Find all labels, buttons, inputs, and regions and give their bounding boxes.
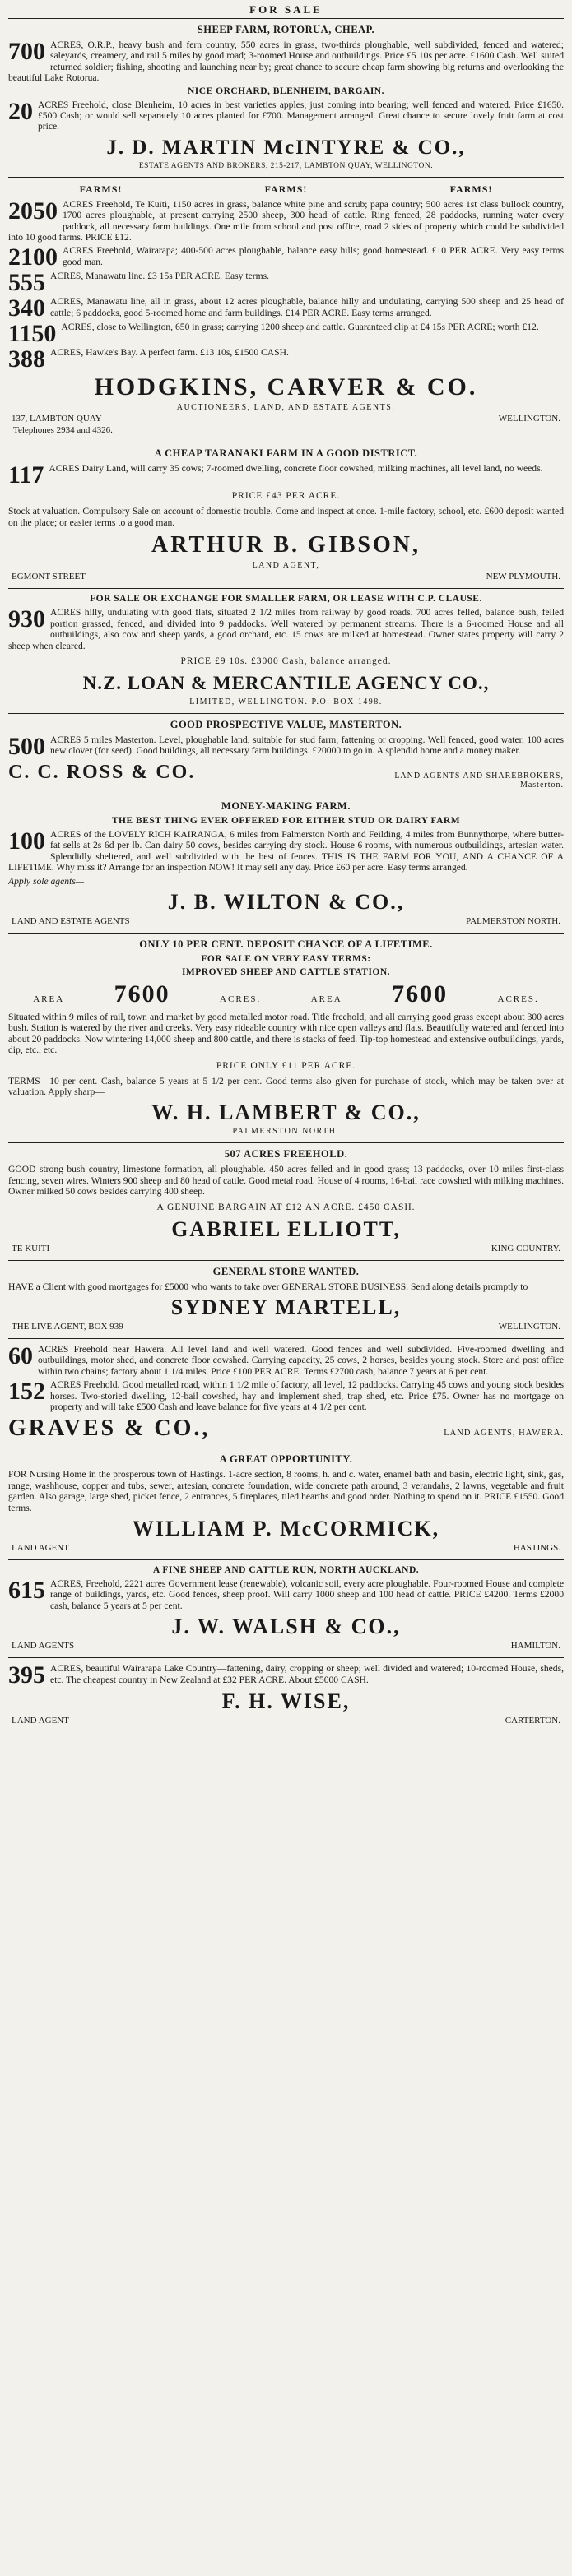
ad-wise bbox=[8, 1657, 564, 1732]
address-right: PALMERSTON NORTH. bbox=[466, 915, 560, 926]
listing-text: ACRES, close to Wellington, 650 in grass; carrying 1200 sheep and cattle. Guaranteed clip at £4 15s PER ACRE; worth £12. bbox=[61, 322, 539, 333]
agent-address bbox=[12, 1244, 560, 1253]
listing-text: FOR Nursing Home in the prosperous town of Hastings. 1-acre section, 8 rooms, h. and c. water, enamel bath and basin, electric light, sink, gas, range, washhouse, copper and tubs, sewer, artesian, concrete foundation, wide concrete path around, 3 verandahs, 2 lawns, vegetable and fruit garden. Also garage, large shed, picket fence, 2 entrances, 5 fireplaces, tiled hearths and good order. Nothing to spend on it. PRICE £1550. Good terms. bbox=[8, 1469, 564, 1513]
ad-title: MONEY-MAKING FARM. bbox=[221, 799, 351, 812]
acreage: 615 bbox=[8, 1577, 45, 1605]
ad-hodgkins bbox=[8, 177, 564, 442]
area-label: AREA bbox=[310, 994, 342, 1004]
address-right: CARTERTON. bbox=[505, 1716, 560, 1726]
address-left: LAND AGENTS bbox=[12, 1641, 75, 1652]
agent-name: WILLIAM P. McCORMICK, bbox=[132, 1517, 440, 1541]
acreage: 930 bbox=[8, 605, 45, 633]
ad-graves bbox=[8, 1338, 564, 1448]
agent-address bbox=[12, 1543, 560, 1553]
telephones: Telephones 2934 and 4326. bbox=[13, 425, 113, 436]
listing-text: Stock at valuation. Compulsory Sale on account of domestic trouble. Come and inspect at once. 1-mile factory, school, etc. £600 deposit wanted on the place; or easier terms to a good man. bbox=[8, 506, 564, 528]
ad-title: NICE ORCHARD, BLENHEIM, BARGAIN. bbox=[188, 86, 384, 96]
price: PRICE £9 10s. £3000 Cash, balance arranged. bbox=[180, 656, 392, 666]
agent-name: GRAVES & CO., bbox=[8, 1415, 211, 1442]
farms-header bbox=[8, 183, 564, 196]
acreage: 1150 bbox=[8, 320, 57, 348]
listing-text: ACRES, Manawatu line, all in grass, about 12 acres ploughable, balance hilly and undulating, carrying 500 sheep and 25 head of cattle; 6 paddocks, good 5-roomed home and farm buildings. £14 PER ACRE. Easy terms arranged. bbox=[50, 296, 564, 318]
agent-address bbox=[12, 414, 560, 424]
agent-name: J. D. MARTIN McINTYRE & CO., bbox=[106, 136, 466, 159]
acreage: 395 bbox=[8, 1661, 45, 1689]
farms-label: FARMS! bbox=[79, 183, 123, 195]
agent-name: F. H. WISE, bbox=[221, 1689, 351, 1714]
farms-label: FARMS! bbox=[449, 183, 493, 195]
listing bbox=[8, 607, 564, 651]
listing bbox=[8, 734, 564, 758]
ad-ross bbox=[8, 713, 564, 795]
ad-taranaki bbox=[8, 442, 564, 588]
address-right: HASTINGS. bbox=[513, 1543, 560, 1554]
listing-text: ACRES Dairy Land, will carry 35 cows; 7-roomed dwelling, concrete floor cowshed, milking machines, all level land, no weeds. bbox=[49, 463, 543, 475]
listing-text: ACRES Freehold. Good metalled road, within 1 1/2 mile of factory, all level, 12 paddocks. Carrying 45 cows and young stock besides horses. Two-storied dwelling, 12-bail cowshed, hay and implement shed, trap shed, etc. Price £75. Owner has no mortgage on property and will take £500 Cash and leave balance for five years at 4 1/2 per cent. bbox=[50, 1379, 564, 1413]
ad-wilton bbox=[8, 795, 564, 933]
acreage: 152 bbox=[8, 1378, 45, 1406]
agent-address bbox=[12, 916, 560, 926]
listing bbox=[8, 829, 564, 873]
listing bbox=[8, 294, 564, 322]
agent-name: C. C. ROSS & CO. bbox=[8, 761, 196, 783]
listing-text: ACRES, beautiful Wairarapa Lake Country—fattening, dairy, cropping or sheep; well divided and watered; 10-roomed House, sheds, etc. The cheapest country in New Zealand at £32 PER ACRE. About £5000 CASH. bbox=[50, 1663, 564, 1685]
listing-text: ACRES Freehold, Te Kuiti, 1150 acres in grass, balance white pine and scrub; papa country; 500 acres 1st class bullock country, 1700 acres ploughable, at present carrying 2500 sheep, 300 head of cattle. Ring fenced, 28 paddocks, running water every paddock, all necessary farm buildings. One mile from school and post office, road 2 sides of property which could be subdivided into 10 good farms. PRICE £12. bbox=[8, 198, 564, 243]
farms-label: FARMS! bbox=[264, 183, 308, 195]
address-right: KING COUNTRY. bbox=[491, 1243, 560, 1253]
address-right: HAMILTON. bbox=[510, 1641, 560, 1652]
price: A GENUINE BARGAIN AT £12 AN ACRE. £450 CASH. bbox=[156, 1202, 416, 1212]
listing-text: ACRES, Hawke's Bay. A perfect farm. £13 10s, £1500 CASH. bbox=[50, 347, 289, 359]
agent-name: W. H. LAMBERT & CO., bbox=[151, 1100, 421, 1125]
listing-text: HAVE a Client with good mortgages for £5000 who wants to take over GENERAL STORE BUSINESS. Send along details promptly to bbox=[8, 1281, 528, 1292]
apply-line: Apply sole agents— bbox=[8, 875, 85, 887]
agent-name: N.Z. LOAN & MERCANTILE AGENCY CO., bbox=[82, 672, 490, 693]
acreage: 2100 bbox=[8, 243, 58, 271]
address-right: WELLINGTON. bbox=[498, 1322, 560, 1332]
terms: TERMS—10 per cent. Cash, balance 5 years at 5 1/2 per cent. Good terms also given for purchase of stock, which may be taken over at valuation. Apply sharp— bbox=[8, 1075, 564, 1097]
listing-text: ACRES, Freehold, 2221 acres Government lease (renewable), volcanic soil, every acre ploughable. Four-roomed House and complete range of buildings, yards, etc. Good fences, sheep proof. Will carry 1000 sheep and 100 head of cattle. PRICE £4200. Terms £2000 cash, balance 5 years at 5 per cent. bbox=[50, 1578, 564, 1611]
listing bbox=[8, 39, 564, 84]
area-row bbox=[8, 980, 564, 1008]
area-unit: ACRES. bbox=[497, 994, 539, 1004]
agent-address bbox=[12, 1641, 560, 1651]
agent-subtitle: LIMITED, WELLINGTON. P.O. BOX 1498. bbox=[189, 697, 383, 707]
listing bbox=[8, 97, 564, 132]
agent-address bbox=[12, 572, 560, 581]
ad-subtitle: FOR SALE ON VERY EASY TERMS: bbox=[201, 953, 371, 964]
agent-address bbox=[12, 1716, 560, 1726]
ad-lambert bbox=[8, 933, 564, 1142]
address-left: LAND AGENT bbox=[12, 1716, 69, 1726]
ad-subtitle: THE BEST THING EVER OFFERED FOR EITHER STUD OR DAIRY FARM bbox=[111, 815, 461, 826]
listing bbox=[8, 1661, 564, 1689]
address-right: NEW PLYMOUTH. bbox=[486, 572, 560, 582]
ad-title: GENERAL STORE WANTED. bbox=[212, 1265, 360, 1277]
acreage: 555 bbox=[8, 269, 45, 297]
listing bbox=[8, 199, 564, 243]
acreage: 60 bbox=[8, 1342, 33, 1369]
acreage: 20 bbox=[8, 97, 33, 125]
ad-martell bbox=[8, 1260, 564, 1338]
acreage: 500 bbox=[8, 732, 45, 760]
address-left: LAND AND ESTATE AGENTS bbox=[12, 915, 130, 926]
agent-name: J. B. WILTON & CO., bbox=[167, 889, 405, 914]
area-unit: ACRES. bbox=[220, 994, 262, 1004]
ad-title: A CHEAP TARANAKI FARM IN A GOOD DISTRICT. bbox=[154, 447, 418, 460]
agent-subtitle: PALMERSTON NORTH. bbox=[232, 1127, 340, 1137]
address-left: EGMONT STREET bbox=[12, 572, 86, 582]
ad-elliott bbox=[8, 1142, 564, 1259]
listing-text: GOOD strong bush country, limestone formation, all ploughable. 450 acres felled and in good grass; 13 paddocks, over 10 miles first-class fencing, seven wires. Winters 900 sheep and 80 head of cattle. Good metal road. House of 4 rooms, 16-bail race cowshed with milking machines. Owner milked 50 cows besides carrying 400 sheep. bbox=[8, 1164, 564, 1198]
listing-text: ACRES, O.R.P., heavy bush and fern country, 550 acres in grass, two-thirds ploughable, well subdivided, fenced and watered; saleyards, creamery, and rail 5 miles by good road; 3-roomed House and outbuildings. Price £5 10s per acre. £1600 Cash. Well suited returned soldier; fishing, shooting and launching near by; great chance to secure cheap farm showing big returns and overlooking the beautiful Lake Rotorua. bbox=[8, 39, 564, 84]
agent-subtitle: LAND AGENT, bbox=[252, 561, 320, 571]
acreage: 700 bbox=[8, 38, 45, 65]
agent-row bbox=[8, 760, 564, 790]
ad-mccormick bbox=[8, 1448, 564, 1559]
area-value: 7600 bbox=[392, 980, 449, 1008]
listing-text: ACRES Freehold, Wairarapa; 400-500 acres ploughable, balance easy hills; good homestead. £10 PER ACRE. Very easy terms good man. bbox=[63, 245, 564, 267]
ad-nz-loan bbox=[8, 588, 564, 713]
agent-address: ESTATE AGENTS AND BROKERS, 215-217, LAMBTON QUAY, WELLINGTON. bbox=[138, 161, 434, 170]
address-right: WELLINGTON. bbox=[498, 414, 560, 424]
agent-subtitle: LAND AGENTS, HAWERA. bbox=[444, 1429, 564, 1439]
agent-subtitle: AUCTIONEERS, LAND, AND ESTATE AGENTS. bbox=[176, 403, 396, 413]
agent-name: ARTHUR B. GIBSON, bbox=[151, 532, 421, 558]
acreage: 388 bbox=[8, 345, 45, 373]
column-header: FOR SALE bbox=[249, 3, 323, 16]
agent-row bbox=[8, 1415, 564, 1443]
address-left: 137, LAMBTON QUAY bbox=[12, 414, 102, 424]
acreage: 2050 bbox=[8, 197, 58, 225]
agent-name: J. W. WALSH & CO., bbox=[171, 1615, 401, 1639]
area-label: AREA bbox=[33, 994, 65, 1004]
listing-text: ACRES hilly, undulating with good flats, situated 2 1/2 miles from railway by good roads. 700 acres felled, balance bush, felled portion grassed, fenced, and divided into 9 paddocks. Well watered by permanent streams. There is a 6-roomed House and all outbuildings, also cow and sheep yards, a good orchard, etc. 15 cows are milked at homestead. Owner states property will carry 2 sheep when cleared. bbox=[8, 607, 564, 651]
agent-subtitle: LAND AGENTS AND SHAREBROKERS, Masterton. bbox=[394, 771, 564, 790]
price: PRICE ONLY £11 PER ACRE. bbox=[216, 1060, 356, 1071]
ad-title: ONLY 10 PER CENT. DEPOSIT CHANCE OF A LIFETIME. bbox=[139, 938, 433, 950]
newspaper-column bbox=[8, 0, 564, 2576]
listing bbox=[8, 1379, 564, 1412]
ad-title: FOR SALE OR EXCHANGE FOR SMALLER FARM, OR LEASE WITH C.P. CLAUSE. bbox=[90, 594, 482, 605]
listing bbox=[8, 345, 564, 373]
acreage: 117 bbox=[8, 461, 44, 489]
ad-title: A GREAT OPPORTUNITY. bbox=[219, 1453, 353, 1466]
listing-text: Situated within 9 miles of rail, town and market by good metalled motor road. Title freehold, and all carrying good grass except about 300 acres bush. Station is watered by the river and creeks. Very easy rideable country with nice open valleys and flats. Beautifully watered and fenced into about 20 paddocks. Now wintering 14,000 sheep and 800 cattle, and there is stacks of feed. Tip-top homestead and extensive outbuildings, yards, dip, etc., etc. bbox=[8, 1011, 564, 1056]
listing bbox=[8, 1578, 564, 1611]
agent-address bbox=[12, 1322, 560, 1332]
area-value: 7600 bbox=[114, 980, 170, 1008]
listing-text: ACRES Freehold near Hawera. All level land and well watered. Good fences and well subdivided. Five-roomed dwelling and outbuildings, motor shed, and concrete floor cowshed. Carrying capacity, 25 cows, 2 horses, besides young stock. Store and post office within two chains; factory about 1 1/4 miles. Price £100 PER ACRE. Terms £2700 cash, balance 7 years at 6 per cent. bbox=[38, 1344, 564, 1377]
ad-subtitle: IMPROVED SHEEP AND CATTLE STATION. bbox=[181, 966, 391, 977]
agent-name: SYDNEY MARTELL, bbox=[170, 1295, 402, 1319]
listing bbox=[8, 461, 564, 489]
listing bbox=[8, 243, 564, 271]
agent-name: GABRIEL ELLIOTT, bbox=[171, 1216, 401, 1241]
agent-name: HODGKINS, CARVER & CO. bbox=[94, 373, 478, 401]
listing-text: ACRES Freehold, close Blenheim, 10 acres in best varieties apples, just coming into bearing; well fenced and watered. Price £1650. £500 Cash; or would sell separately 10 acres planted for £700. Management arranged. Great chance to secure lovely fruit farm at cost price. bbox=[38, 99, 564, 132]
ad-title: 507 ACRES FREEHOLD. bbox=[224, 1148, 348, 1161]
listing-text: ACRES 5 miles Masterton. Level, ploughable land, suitable for stud farm, fattening or cropping. Well fenced, good water, 100 acres new clover (for seed). Good buildings, all necessary farm buildings. £20000 to go in. A splendid home and a money maker. bbox=[50, 734, 564, 757]
ad-title: A FINE SHEEP AND CATTLE RUN, NORTH AUCKLAND. bbox=[152, 1565, 420, 1576]
listing bbox=[8, 269, 564, 297]
price: PRICE £43 PER ACRE. bbox=[231, 491, 341, 502]
listing-text: ACRES, Manawatu line. £3 15s PER ACRE. Easy terms. bbox=[50, 271, 270, 282]
listing bbox=[8, 320, 564, 348]
listing bbox=[8, 1344, 564, 1377]
address-left: LAND AGENT bbox=[12, 1543, 69, 1554]
ad-walsh bbox=[8, 1559, 564, 1657]
address-left: THE LIVE AGENT, BOX 939 bbox=[12, 1322, 123, 1332]
address-left: TE KUITI bbox=[12, 1243, 50, 1253]
listing-text: ACRES of the LOVELY RICH KAIRANGA, 6 miles from Palmerston North and Feilding, 4 miles from Bunnythorpe, where butter-fat sells at 2s 6d per lb. Can dairy 50 cows, besides carrying dry stock. House 6 rooms, with numerous outbuildings, artesian water. Splendidly sheltered, and well subdivided with the best of fences. THIS IS THE FARM FOR YOU, AND A CHANCE OF A LIFETIME. Why miss it? Arrange for an inspection NOW! It may sell any day. Price £60 per acre. Easy terms arranged. bbox=[8, 828, 564, 873]
acreage: 340 bbox=[8, 294, 45, 322]
ad-sheep-rotorua bbox=[8, 18, 564, 177]
acreage: 100 bbox=[8, 827, 45, 855]
ad-title: SHEEP FARM, ROTORUA, CHEAP. bbox=[197, 24, 375, 35]
ad-title: GOOD PROSPECTIVE VALUE, MASTERTON. bbox=[170, 718, 402, 730]
